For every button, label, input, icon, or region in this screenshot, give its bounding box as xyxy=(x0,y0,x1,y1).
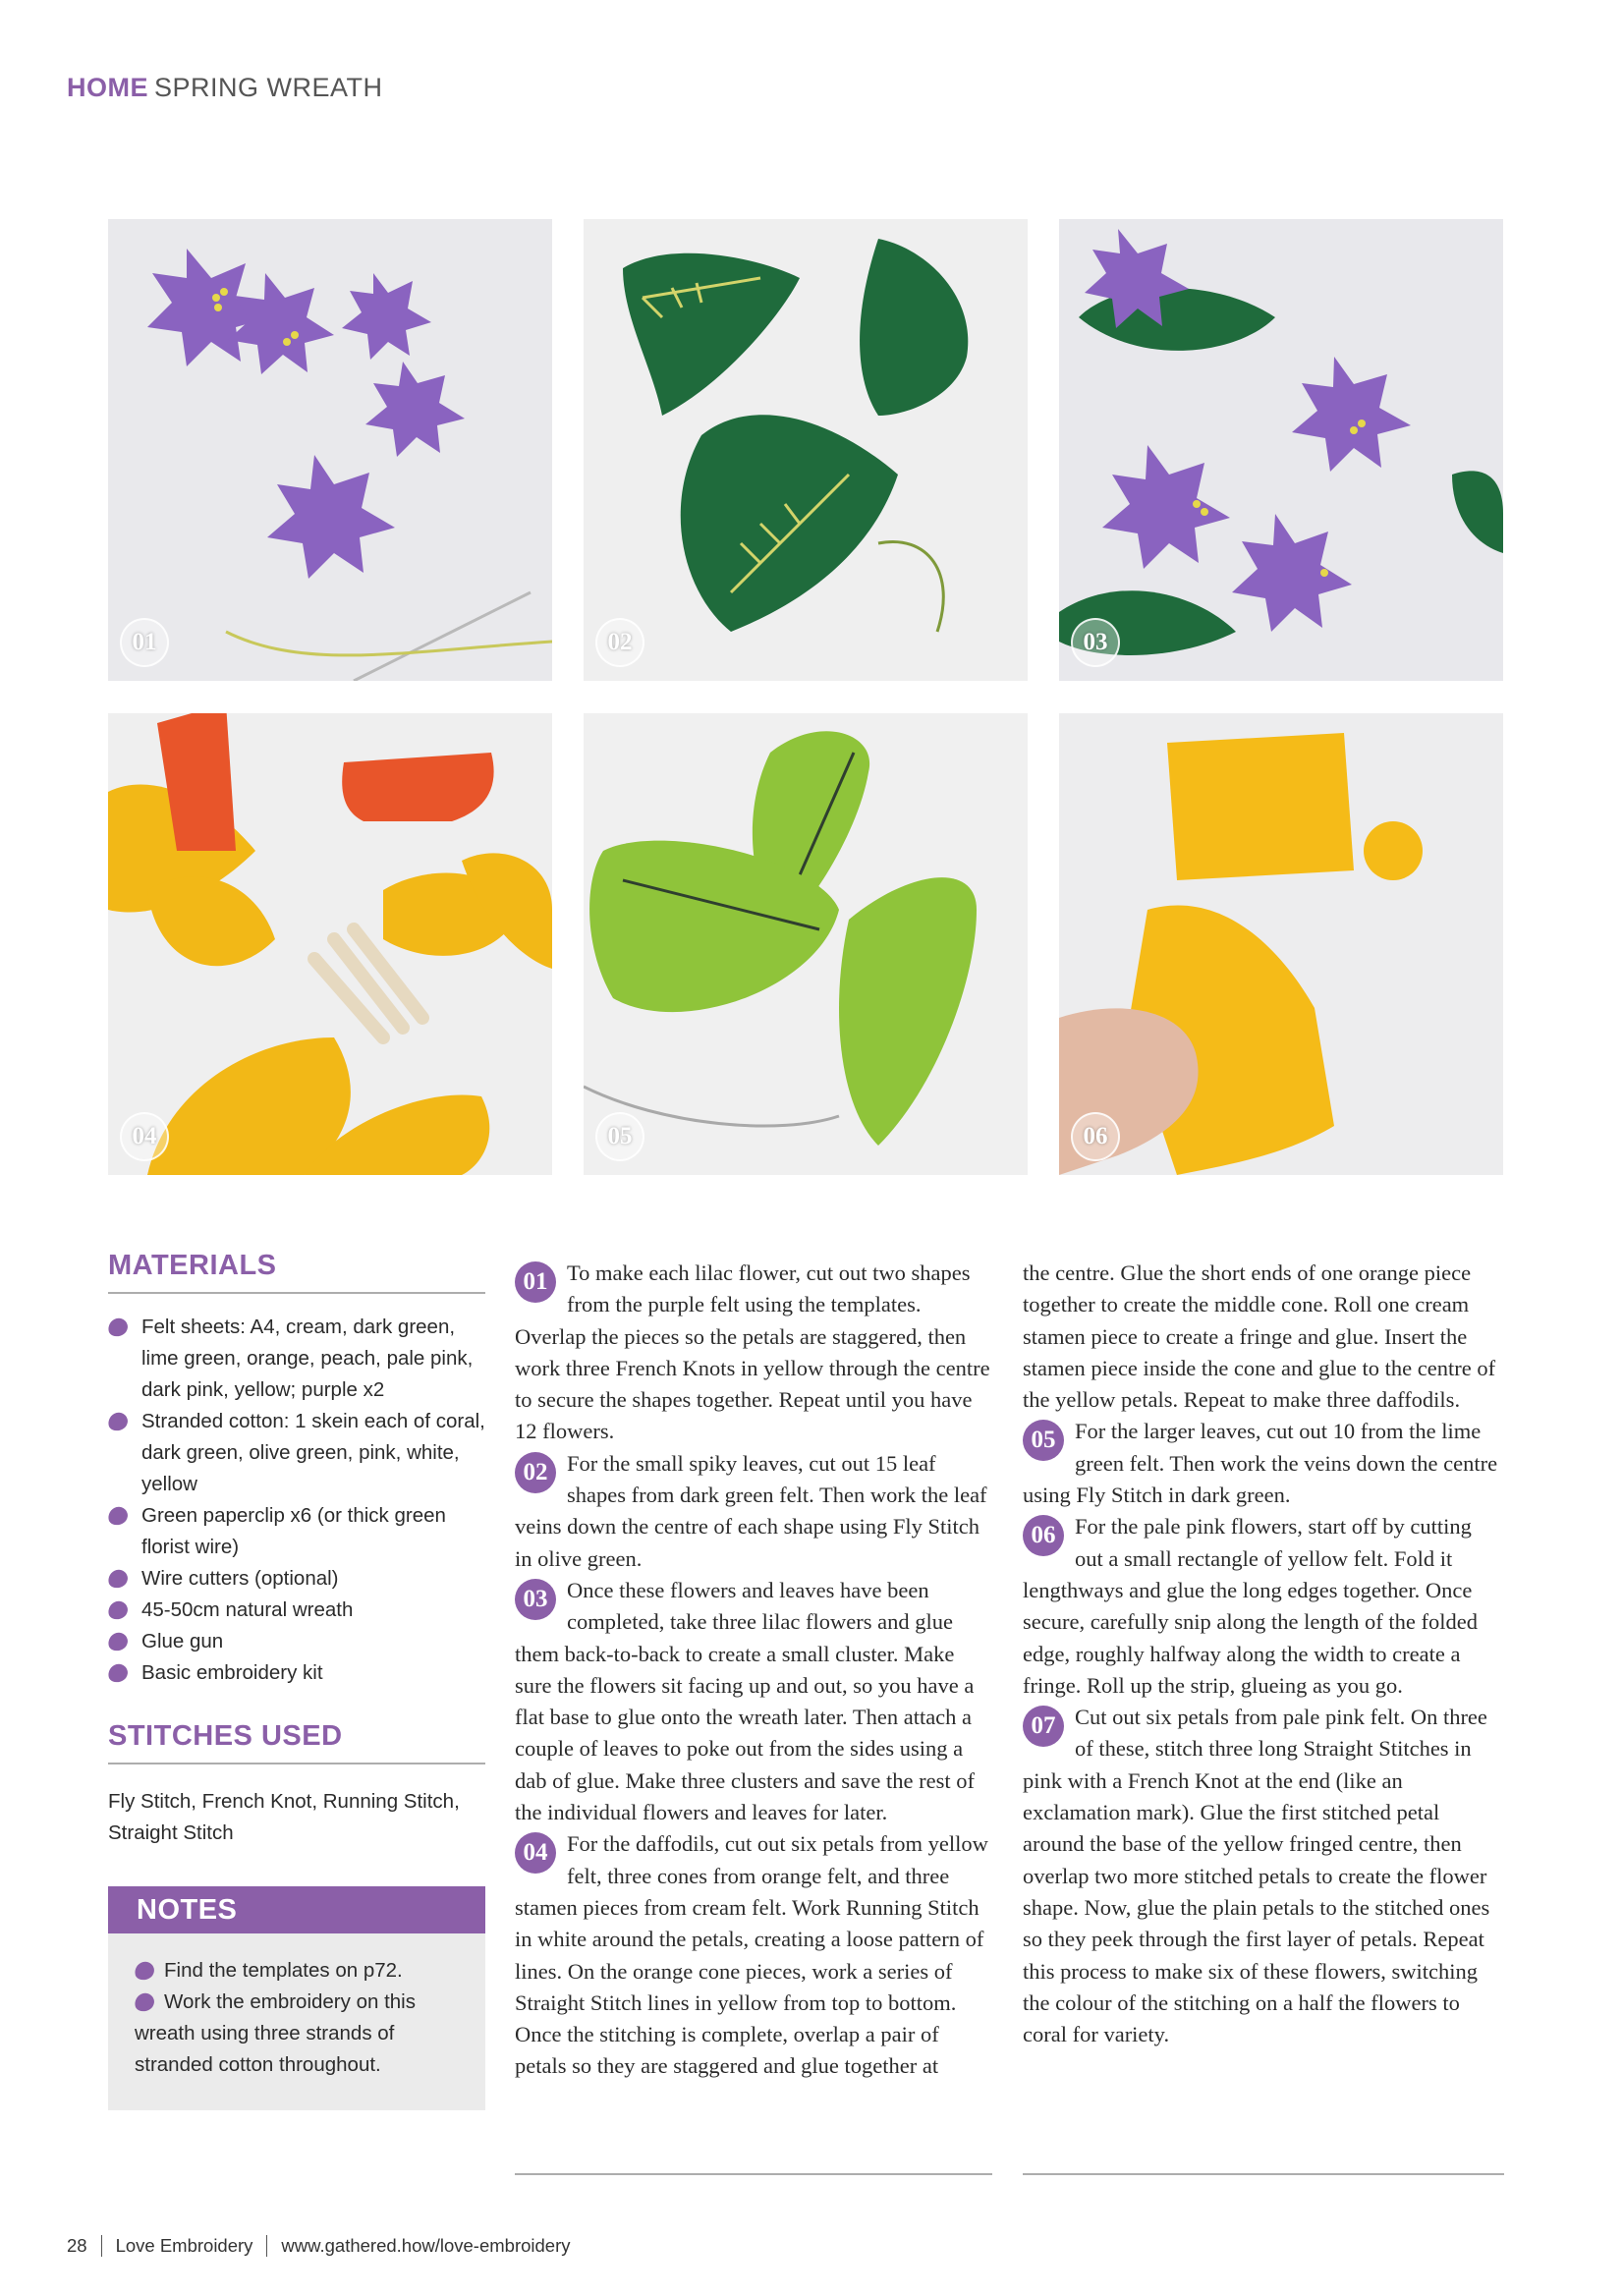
step-photo-02 xyxy=(584,219,1028,681)
stitches-title: STITCHES USED xyxy=(108,1720,343,1752)
yellow-fringe-image xyxy=(1059,713,1503,1175)
step-number: 02 xyxy=(515,1452,556,1493)
topic-label: SPRING WREATH xyxy=(154,73,383,102)
bullet-icon xyxy=(106,1505,130,1528)
website-link[interactable]: www.gathered.how/love-embroidery xyxy=(281,2235,571,2256)
instructions-column-1 xyxy=(515,1258,992,2083)
photo-step-label: 02 xyxy=(595,618,644,667)
continuation-paragraph: the centre. Glue the short ends of one orange piece together to create the middle cone. Roll one cream stamen piece to create a fringe and glue. Insert the stamen piece inside the cone and glue to the centre of the yellow petals. Repeat to make three daffodils. xyxy=(1023,1260,1496,1413)
bullet-icon xyxy=(106,1568,130,1591)
step-number: 07 xyxy=(1023,1706,1064,1747)
step-photo-01 xyxy=(108,219,552,681)
bullet-icon xyxy=(106,1316,130,1339)
step-photo-04 xyxy=(108,713,552,1175)
bullet-icon xyxy=(106,1411,130,1433)
bullet-icon xyxy=(106,1662,130,1685)
photo-step-label: 05 xyxy=(595,1112,644,1161)
separator xyxy=(101,2235,102,2257)
notes-box xyxy=(108,1886,485,2110)
divider xyxy=(108,1292,485,1294)
bullet-icon xyxy=(133,1960,156,1983)
page-number: 28 xyxy=(67,2235,87,2256)
list-item: Felt sheets: A4, cream, dark green, lime green, orange, peach, pale pink, dark pink, yellow; purple x2 xyxy=(108,1312,485,1406)
list-item: Wire cutters (optional) xyxy=(108,1563,485,1595)
section-label: HOME xyxy=(67,73,148,102)
step-paragraph: 02 For the small spiky leaves, cut out 15 leaf shapes from dark green felt. Then work the leaf veins down the centre of each shape using Fly Stitch in olive green. xyxy=(515,1450,987,1571)
column-divider xyxy=(515,2173,992,2175)
step-photo-06 xyxy=(1059,713,1503,1175)
step-photo-05 xyxy=(584,713,1028,1175)
photo-step-label: 03 xyxy=(1071,618,1120,667)
step-number: 05 xyxy=(1023,1420,1064,1461)
photo-step-label: 01 xyxy=(120,618,169,667)
step-paragraph: 04 For the daffodils, cut out six petals from yellow felt, three cones from orange felt, and three stamen pieces from cream felt. Work Running Stitch in white around the petals, creating a loose pattern of lines. On the orange cone pieces, work a series of Straight Stitch lines in yellow from top to bottom. Once the stitching is complete, overlap a pair of petals so they are staggered and glue together at xyxy=(515,1831,988,2079)
list-item: Basic embroidery kit xyxy=(108,1657,485,1689)
divider xyxy=(108,1763,485,1764)
list-item: Green paperclip x6 (or thick green florist wire) xyxy=(108,1500,485,1563)
step-number: 04 xyxy=(515,1832,556,1874)
column-divider xyxy=(1023,2173,1504,2175)
list-item: Stranded cotton: 1 skein each of coral, dark green, olive green, pink, white, yellow xyxy=(108,1406,485,1500)
step-number: 06 xyxy=(1023,1515,1064,1556)
list-item: Glue gun xyxy=(108,1626,485,1657)
dark-green-leaves-image xyxy=(584,219,1028,681)
photo-step-label: 06 xyxy=(1071,1112,1120,1161)
step-paragraph: 03 Once these flowers and leaves have been completed, take three lilac flowers and glue them back-to-back to create a small cluster. Make sure the flowers sit facing up and out, so you have a flat base to glue onto the wreath later. Then attach a couple of leaves to poke out from the sides using a dab of glue. Make three clusters and save the rest of the individual flowers and leaves for later. xyxy=(515,1577,975,1825)
magazine-name: Love Embroidery xyxy=(115,2235,253,2256)
step-paragraph: 06 For the pale pink flowers, start off by cutting out a small rectangle of yellow felt. Fold it lengthways and glue the long edges together. Once secure, carefully snip along the length of the folded edge, roughly halfway along the width to create a fringe. Roll up the strip, glueing as you go. xyxy=(1023,1514,1478,1698)
daffodil-pieces-image xyxy=(108,713,552,1175)
photo-step-label: 04 xyxy=(120,1112,169,1161)
notes-title: NOTES xyxy=(108,1886,485,1933)
bullet-icon xyxy=(106,1631,130,1653)
stitches-list: Fly Stitch, French Knot, Running Stitch, Straight Stitch xyxy=(108,1790,460,1844)
step-photo-03 xyxy=(1059,219,1503,681)
lime-green-leaves-image xyxy=(584,713,1028,1175)
page-footer xyxy=(67,2235,571,2257)
step-number: 03 xyxy=(515,1579,556,1620)
materials-title: MATERIALS xyxy=(108,1250,277,1281)
separator xyxy=(266,2235,267,2257)
instructions-column-2 xyxy=(1023,1258,1500,2050)
bullet-icon xyxy=(106,1599,130,1622)
list-item: Work the embroidery on this wreath using three strands of stranded cotton throughout. xyxy=(135,1990,416,2076)
bullet-icon xyxy=(133,1991,156,2014)
lilac-clusters-image xyxy=(1059,219,1503,681)
page-header xyxy=(67,73,383,103)
step-number: 01 xyxy=(515,1261,556,1303)
purple-flowers-image xyxy=(108,219,552,681)
step-paragraph: 01 To make each lilac flower, cut out two shapes from the purple felt using the templates. Overlap the pieces so the petals are staggered, then work three French Knots in yellow through the centre to secure the shapes together. Repeat until you have 12 flowers. xyxy=(515,1260,990,1444)
list-item: 45-50cm natural wreath xyxy=(108,1595,485,1626)
materials-sidebar xyxy=(108,1250,485,1849)
step-paragraph: 05 For the larger leaves, cut out 10 from the lime green felt. Then work the veins down the centre using Fly Stitch in dark green. xyxy=(1023,1419,1498,1508)
notes-list xyxy=(108,1955,485,2081)
list-item: Find the templates on p72. xyxy=(135,1955,466,1987)
materials-list xyxy=(108,1312,485,1689)
step-paragraph: 07 Cut out six petals from pale pink felt. On three of these, stitch three long Straight Stitches in pink with a French Knot at the end (like an exclamation mark). Glue the first stitched petal around the base of the yellow fringed centre, then overlap two more stitched petals to create the flower shape. Now, glue the plain petals to the stitched ones so they peek through the first layer of petals. Repeat this process to make six of these flowers, switching the colour of the stitching on a half the flowers to coral for variety. xyxy=(1023,1705,1490,2047)
